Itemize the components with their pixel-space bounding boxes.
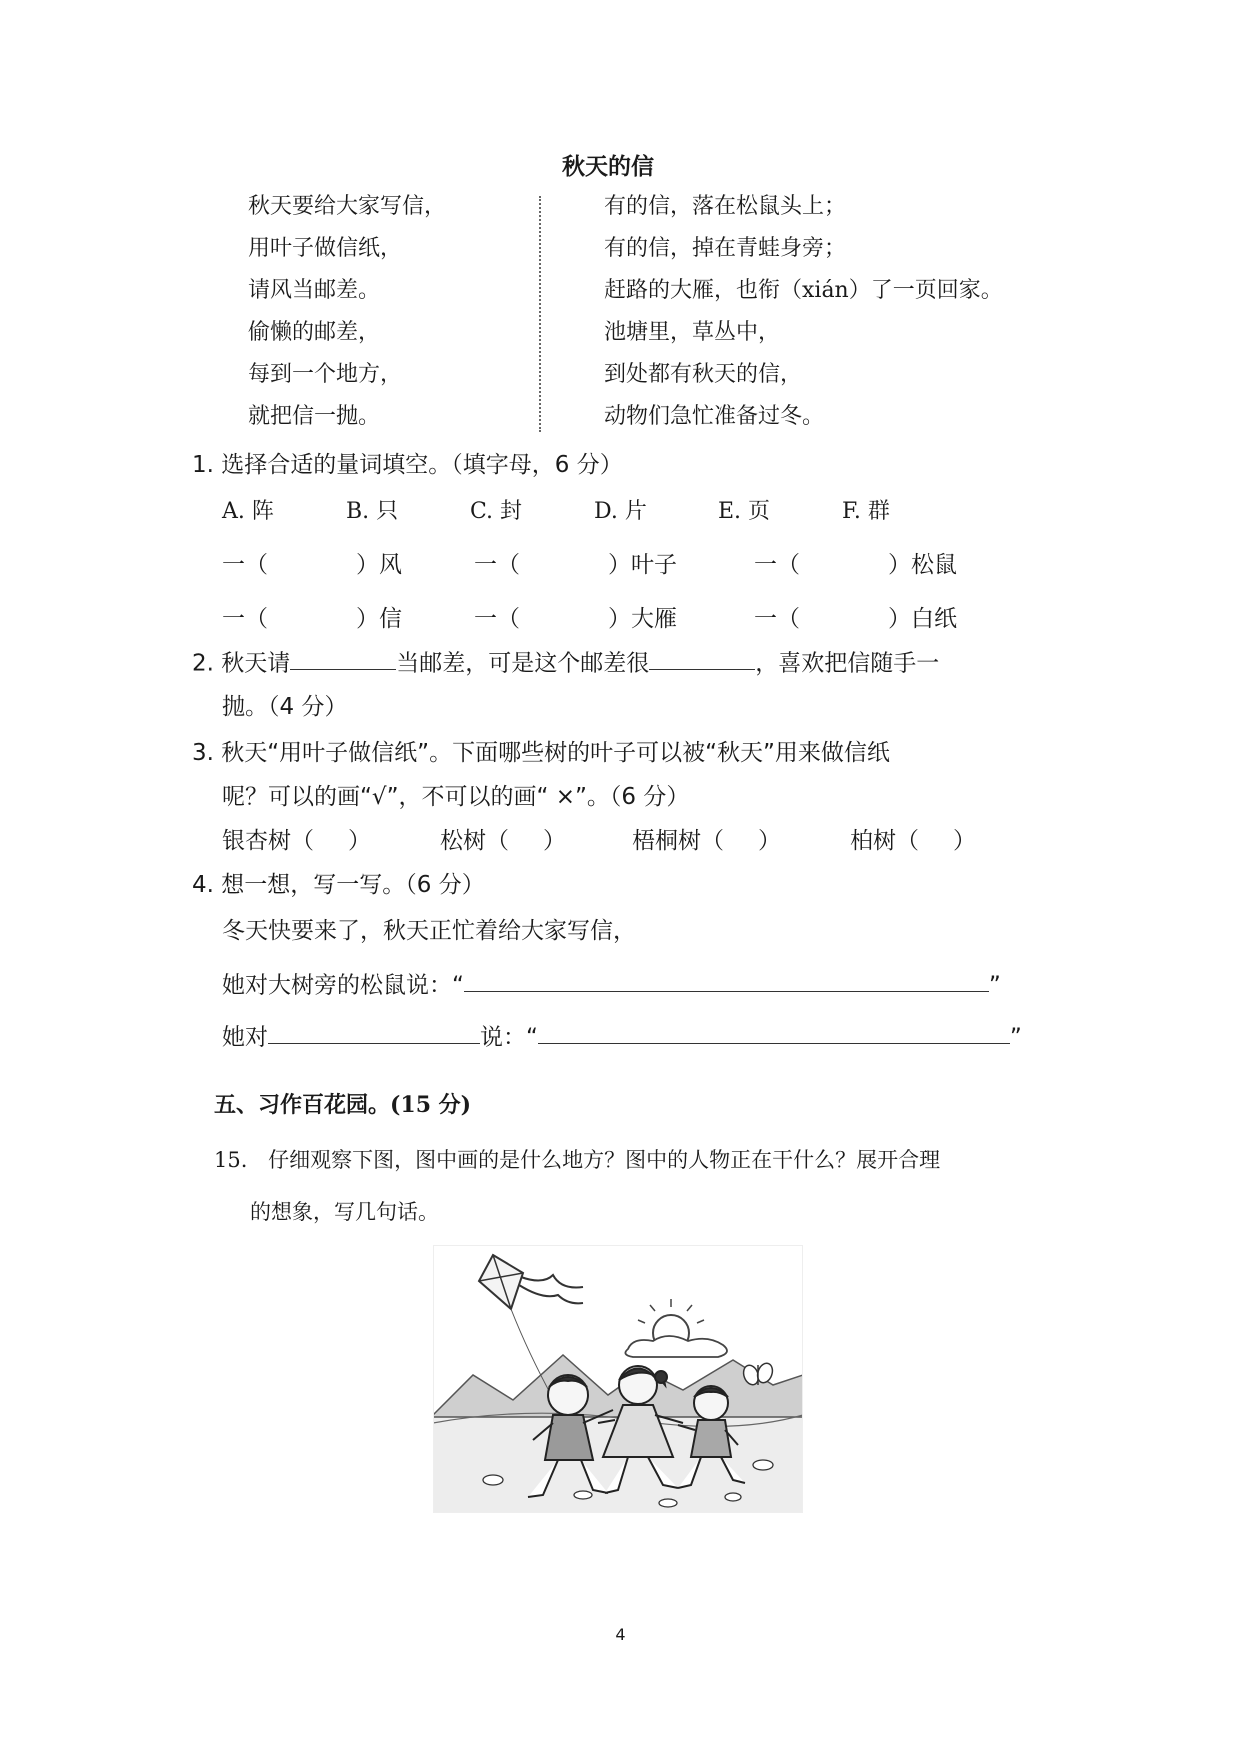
q1-item[interactable]: 一（ ）风	[222, 552, 402, 578]
q4-answer-1[interactable]	[464, 966, 989, 992]
poem-line: 就把信一抛。	[248, 404, 381, 429]
q4-stem: 4. 想一想，写一写。（6 分）	[192, 872, 485, 898]
q1-item[interactable]: 一（ ）白纸	[754, 606, 957, 632]
q3-line1: 3. 秋天“用叶子做信纸”。下面哪些树的叶子可以被“秋天”用来做信纸	[192, 740, 890, 766]
q4-line3: 她对 说：“ ”	[222, 1018, 1022, 1051]
q1-item[interactable]: 一（ ）松鼠	[754, 552, 957, 578]
option-d: D. 片	[594, 499, 647, 524]
option-b: B. 只	[346, 499, 399, 524]
q2-line1: 2. 秋天请 当邮差，可是这个邮差很 ，喜欢把信随手一	[192, 644, 939, 677]
poem-line: 秋天要给大家写信，	[248, 194, 447, 219]
page-number: 4	[615, 1625, 626, 1644]
tree-cypress[interactable]: 柏树（ ）	[850, 828, 976, 854]
poem-line: 偷懒的邮差，	[248, 320, 381, 345]
q1-stem: 1. 选择合适的量词填空。（填字母，6 分）	[192, 452, 623, 478]
q15-prompt-text: 仔细观察下图，图中画的是什么地方？图中的人物正在干什么？展开合理	[268, 1148, 941, 1172]
tree-ginkgo[interactable]: 银杏树（ ）	[222, 828, 371, 854]
q2-blank-2[interactable]	[649, 644, 755, 670]
poem-divider	[539, 196, 541, 432]
poem-left-column	[248, 186, 446, 438]
q2-line2: 抛。（4 分）	[222, 694, 348, 720]
poem-line: 池塘里，草丛中，	[604, 320, 781, 345]
option-f: F. 群	[842, 499, 890, 524]
poem-line: 有的信，掉在青蛙身旁；	[604, 236, 847, 261]
poem-title: 秋天的信	[562, 154, 654, 180]
section5-prompt-line2: 的想象，写几句话。	[250, 1200, 439, 1224]
section5-heading: 五、习作百花园。(15 分)	[214, 1092, 472, 1118]
tree-phoenix[interactable]: 梧桐树（ ）	[632, 828, 781, 854]
poem-line: 用叶子做信纸，	[248, 236, 403, 261]
kite-children-illustration	[433, 1245, 803, 1513]
poem-line: 赶路的大雁，也衔（xián）了一页回家。	[604, 278, 1003, 303]
poem-line: 有的信，落在松鼠头上；	[604, 194, 847, 219]
option-e: E. 页	[718, 499, 771, 524]
q1-item[interactable]: 一（ ）叶子	[474, 552, 677, 578]
q15-number: 15.	[214, 1148, 248, 1172]
q2-blank-1[interactable]	[290, 644, 396, 670]
section5-prompt-line1	[214, 1144, 940, 1174]
tree-pine[interactable]: 松树（ ）	[440, 828, 566, 854]
q4-recipient-blank[interactable]	[268, 1018, 480, 1044]
q4-answer-2[interactable]	[538, 1018, 1010, 1044]
option-a: A. 阵	[222, 499, 274, 524]
poem-line: 每到一个地方，	[248, 362, 403, 387]
poem-right-column	[604, 186, 1003, 438]
q1-item[interactable]: 一（ ）大雁	[474, 606, 677, 632]
option-c: C. 封	[470, 499, 523, 524]
q1-item[interactable]: 一（ ）信	[222, 606, 402, 632]
q4-line1: 冬天快要来了，秋天正忙着给大家写信，	[222, 918, 636, 944]
poem-line: 动物们急忙准备过冬。	[604, 404, 825, 429]
poem-line: 请风当邮差。	[248, 278, 381, 303]
q4-line2: 她对大树旁的松鼠说：“ ”	[222, 966, 1001, 999]
q3-line2: 呢？可以的画“√”，不可以的画“ ×”。（6 分）	[222, 784, 690, 810]
poem-line: 到处都有秋天的信，	[604, 362, 803, 387]
